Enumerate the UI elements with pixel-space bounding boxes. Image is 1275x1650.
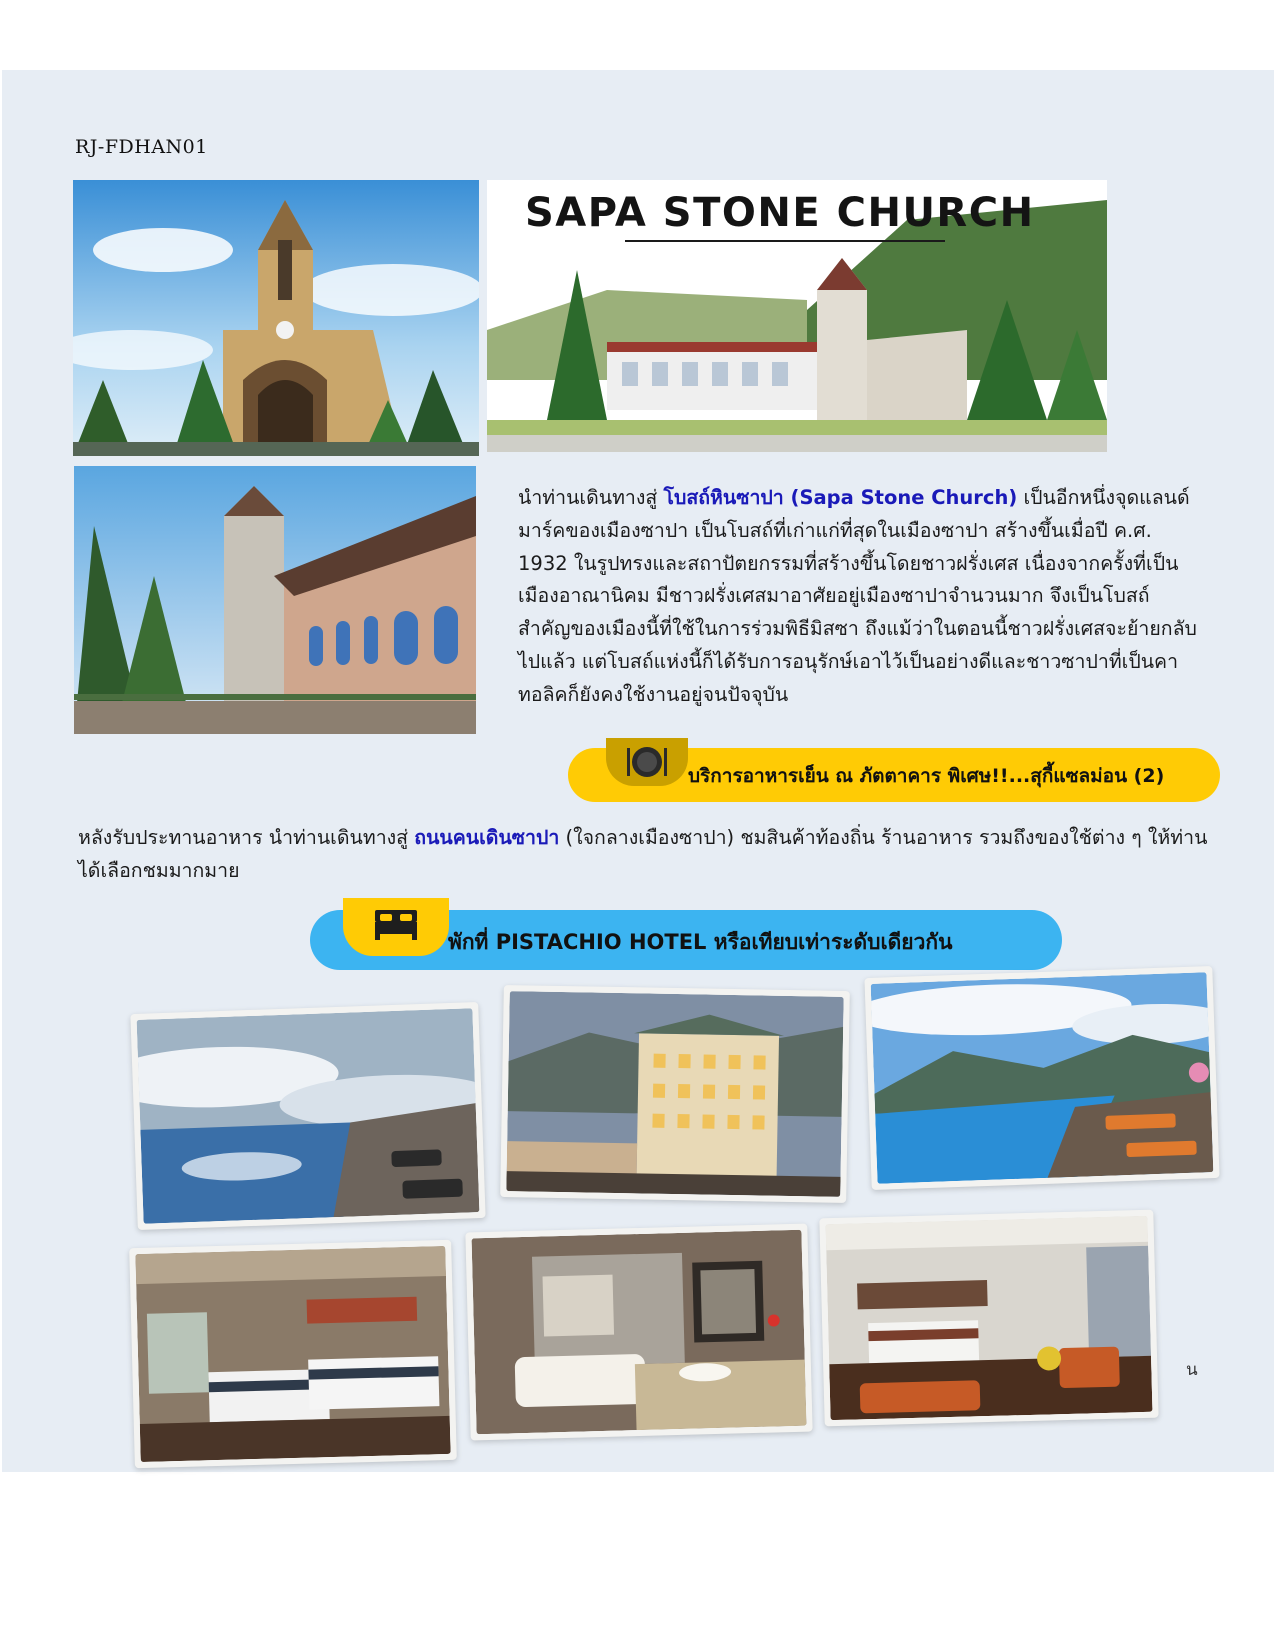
dinner-label: บริการอาหารเย็น ณ ภัตตาคาร พิเศษ!!...สุกี้แซลม่อน (2) [688,765,1165,787]
hotel-photo-pool-mountains [864,966,1219,1190]
hotel-photo-twin-room [129,1240,457,1468]
hotel-photo-suite [819,1210,1158,1427]
dinner-icon-tab [606,738,688,786]
church-description [518,482,1198,712]
church-front-photo [73,180,479,456]
church-title: SAPA STONE CHURCH [525,190,1035,236]
church-name-en: (Sapa Stone Church) [783,486,1018,509]
hotel-photo-bathroom [465,1224,812,1441]
desc-intro: นำท่านเดินทางสู่ [518,486,664,509]
desc-body: เป็นอีกหนึ่งจุดแลนด์มาร์คของเมืองซาปา เป็นโบสถ์ที่เก่าแก่ที่สุดในเมืองซาปา สร้างขึ้นเมื่อปี ค.ศ. 1932 ในรูปทรงและสถาปัตยกรรมที่สร้างขึ้นโดยชาวฝรั่งเศส เนื่องจากครั้งที่เป็นเมืองอาณานิคม มีชาวฝรั่งเศสมาอาศัยอยู่เมืองซาปาจำนวนมาก จึงเป็นโบสถ์สำคัญของเมืองนี้ที่ใช้ในการร่วมพิธีมิสซา ถึงแม้ว่าในตอนนี้ชาวฝรั่งเศสจะย้ายกลับไปแล้ว แต่โบสถ์แห่งนี้ก็ได้รับการอนุรักษ์เอาไว้เป็นอย่างดีและชาวซาปาที่เป็นคาทอลิคก็ยังคงใช้งานอยู่จนปัจจุบัน [518,486,1197,706]
walking-street-paragraph [78,822,1208,888]
tour-code: RJ-FDHAN01 [75,136,208,158]
walking-body: (ใจกลางเมืองซาปา) ชมสินค้าท้องถิ่น ร้านอาหาร รวมถึงของใช้ต่าง ๆ ให้ท่านได้เลือกชมมากมาย [78,826,1208,882]
plate-cutlery-icon [626,744,668,780]
hotel-label: พักที่ PISTACHIO HOTEL หรือเทียบเท่าระดับเดียวกัน [448,930,953,954]
title-underline [625,240,945,242]
church-name-th: โบสถ์หินซาปา [663,486,784,509]
bed-icon [373,908,419,942]
hotel-photo-infinity-pool [130,1002,485,1230]
church-side-photo [74,466,476,734]
hotel-photo-building [500,985,850,1203]
walking-intro: หลังรับประทานอาหาร นำท่านเดินทางสู่ [78,826,415,849]
stray-character: น [1186,1360,1198,1380]
walking-street-name: ถนนคนเดินซาปา [414,826,560,849]
hotel-icon-tab [343,898,449,956]
